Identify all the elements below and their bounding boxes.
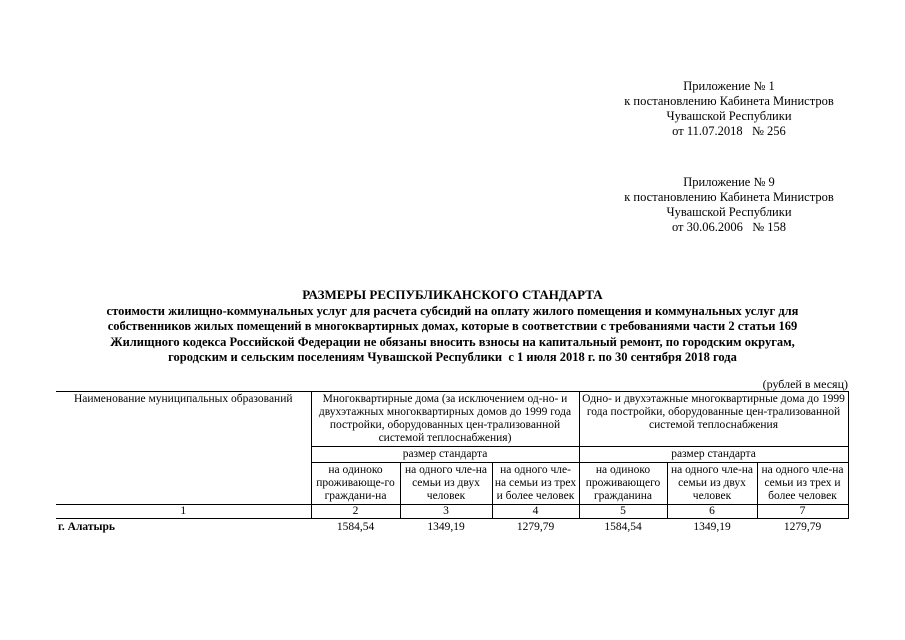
annex-9-number: Приложение № 9 [683, 175, 775, 189]
row-value: 1349,19 [427, 521, 465, 533]
title-line-1: стоимости жилищно-коммунальных услуг для расчета субсидий на оплату жилого помещения и коммунальных услуг для [106, 303, 799, 318]
table-row [56, 519, 848, 536]
title-line-4: городским и сельским поселениям Чувашской Республики с 1 июля 2018 г. по 30 сентября 2018 года [168, 350, 737, 364]
subheader-two-person-2: на одного чле-на семьи из двух человек [667, 463, 757, 505]
row-value: 1349,19 [693, 521, 731, 533]
subheader-single-1: на одиноко проживающе-го граждани-на [311, 463, 400, 505]
annex-1-resolution: к постановлению Кабинета Министров [624, 94, 834, 108]
annex-9-resolution: к постановлению Кабинета Министров [624, 190, 834, 204]
row-value: 1584,54 [604, 521, 642, 533]
subheader-three-plus-1: на одного чле-на семьи из трех и более человек [492, 463, 579, 505]
annex-9-date: от 30.06.2006 № 158 [671, 220, 787, 234]
units-note: (рублей в месяц) [762, 377, 848, 391]
annex-1-republic: Чувашской Республики [666, 109, 792, 123]
annex-9-header [598, 175, 860, 235]
subheader-two-person-1: на одного чле-на семьи из двух человек [400, 463, 492, 505]
column-number: 3 [400, 505, 492, 519]
header-municipality: Наименование муниципальных образований [56, 392, 311, 505]
row-value: 1584,54 [336, 521, 375, 533]
standards-table [56, 391, 849, 535]
column-number: 4 [492, 505, 579, 519]
column-number: 7 [757, 505, 848, 519]
title-line-2: собственников жилых помещений в многоквартирных домах, которые в соответствии с требованиями части 2 статьи 169 [107, 319, 798, 333]
row-municipality-name: г. Алатырь [58, 521, 115, 533]
document-title [40, 287, 865, 366]
column-number: 1 [56, 505, 311, 519]
column-number: 6 [667, 505, 757, 519]
annex-1-date: от 11.07.2018 № 256 [672, 124, 786, 138]
subheader-three-plus-2: на одного чле-на семьи из трех и более человек [757, 463, 848, 505]
row-value: 1279,79 [783, 521, 822, 533]
title-main: РАЗМЕРЫ РЕСПУБЛИКАНСКОГО СТАНДАРТА [302, 287, 603, 302]
title-line-3: Жилищного кодекса Российской Федерации не обязаны вносить взносы на капитальный ремонт, по городским округам, [110, 334, 795, 349]
column-number: 2 [311, 505, 400, 519]
header-group-apartment-buildings: Многоквартирные дома (за исключением од-но- и двухэтажных многоквартирных домов до 1999 года постройки, оборудованных цен-трализованной системой теплоснабжения) [311, 392, 579, 447]
subheader-single-2: на одиноко проживающего гражданина [579, 463, 667, 505]
row-value: 1279,79 [516, 521, 555, 533]
header-standard-size-2: размер стандарта [579, 447, 848, 463]
annex-9-republic: Чувашской Республики [666, 205, 792, 219]
header-standard-size-1: размер стандарта [311, 447, 579, 463]
annex-1-header [598, 79, 860, 139]
annex-1-number: Приложение № 1 [683, 79, 775, 93]
column-number: 5 [579, 505, 667, 519]
header-group-low-rise-buildings: Одно- и двухэтажные многоквартирные дома до 1999 года постройки, оборудованные цен-трализованной системой теплоснабжения [579, 392, 848, 447]
